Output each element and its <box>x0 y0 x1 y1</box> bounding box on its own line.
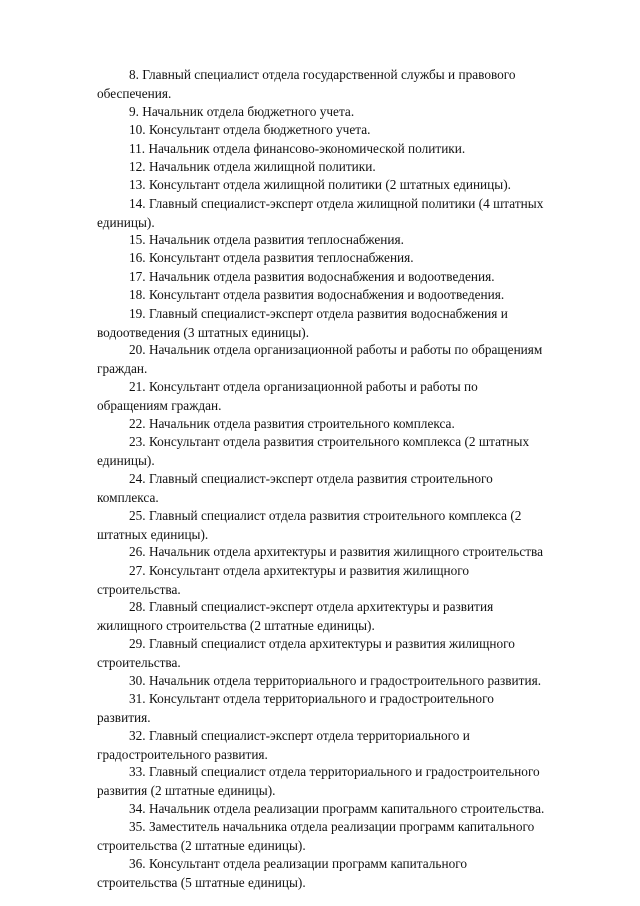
item-line: 22. Начальник отдела развития строительного комплекса. <box>129 416 455 431</box>
item-continuation: комплекса. <box>97 489 159 505</box>
item-line: 27. Консультант отдела архитектуры и развития жилищного <box>129 563 469 578</box>
item-line: 17. Начальник отдела развития водоснабжения и водоотведения. <box>129 269 495 284</box>
list-item <box>97 635 602 672</box>
item-line: 15. Начальник отдела развития теплоснабжения. <box>129 232 404 247</box>
list-item <box>97 176 602 195</box>
item-line: 11. Начальник отдела финансово-экономической политики. <box>129 141 466 156</box>
list-item <box>97 800 602 819</box>
list-item <box>97 286 602 305</box>
item-continuation: строительства. <box>97 654 181 670</box>
item-line: 24. Главный специалист-эксперт отдела развития строительного <box>129 471 493 486</box>
item-line: 28. Главный специалист-эксперт отдела архитектуры и развития <box>129 599 494 614</box>
item-continuation: граждан. <box>97 360 148 376</box>
item-line: 14. Главный специалист-эксперт отдела жилищной политики (4 штатных <box>129 196 544 211</box>
item-line: 21. Консультант отдела организационной работы и работы по <box>129 379 478 394</box>
list-item <box>97 121 602 140</box>
item-continuation: обращениям граждан. <box>97 397 222 413</box>
item-continuation: градостроительного развития. <box>97 746 268 762</box>
list-item <box>97 305 602 342</box>
list-item <box>97 598 602 635</box>
list-item <box>97 231 602 250</box>
item-line: 18. Консультант отдела развития водоснабжения и водоотведения. <box>129 287 505 302</box>
item-continuation: развития (2 штатные единицы). <box>97 782 276 798</box>
item-continuation: развития. <box>97 709 151 725</box>
item-line: 29. Главный специалист отдела архитектуры и развития жилищного <box>129 636 515 651</box>
list-item <box>97 727 602 764</box>
item-continuation: обеспечения. <box>97 85 172 101</box>
list-item <box>97 562 602 599</box>
item-line: 35. Заместитель начальника отдела реализации программ капитального <box>129 819 535 834</box>
list-item <box>97 158 602 177</box>
list-item <box>97 672 602 691</box>
list-item <box>97 818 602 855</box>
item-line: 19. Главный специалист-эксперт отдела развития водоснабжения и <box>129 306 508 321</box>
item-continuation: строительства (2 штатные единицы). <box>97 837 306 853</box>
item-line: 34. Начальник отдела реализации программ капитального строительства. <box>129 801 545 816</box>
item-line: 8. Главный специалист отдела государственной службы и правового <box>129 67 516 82</box>
list-item <box>97 690 602 727</box>
item-line: 10. Консультант отдела бюджетного учета. <box>129 122 371 137</box>
item-continuation: строительства. <box>97 581 181 597</box>
item-line: 26. Начальник отдела архитектуры и развития жилищного строительства <box>129 544 544 559</box>
item-continuation: жилищного строительства (2 штатные единицы). <box>97 617 375 633</box>
list-item <box>97 378 602 415</box>
item-line: 23. Консультант отдела развития строительного комплекса (2 штатных <box>129 434 530 449</box>
list-item <box>97 507 602 544</box>
item-continuation: единицы). <box>97 452 155 468</box>
item-line: 9. Начальник отдела бюджетного учета. <box>129 104 355 119</box>
item-line: 36. Консультант отдела реализации программ капитального <box>129 856 467 871</box>
item-line: 13. Консультант отдела жилищной политики (2 штатных единицы). <box>129 177 511 192</box>
list-item <box>97 195 602 232</box>
item-line: 30. Начальник отдела территориального и градостроительного развития. <box>129 673 542 688</box>
list-item <box>97 249 602 268</box>
item-line: 20. Начальник отдела организационной работы и работы по обращениям <box>129 342 543 357</box>
list-item <box>97 433 602 470</box>
item-continuation: строительства (5 штатные единицы). <box>97 874 306 890</box>
item-line: 32. Главный специалист-эксперт отдела территориального и <box>129 728 470 743</box>
item-line: 16. Консультант отдела развития теплоснабжения. <box>129 250 414 265</box>
list-item <box>97 763 602 800</box>
list-item <box>97 268 602 287</box>
list-item <box>97 543 602 562</box>
list-item <box>97 103 602 122</box>
list-item <box>97 66 602 103</box>
item-line: 33. Главный специалист отдела территориального и градостроительного <box>129 764 540 779</box>
list-item <box>97 140 602 159</box>
list-item <box>97 470 602 507</box>
item-continuation: штатных единицы). <box>97 526 209 542</box>
item-line: 31. Консультант отдела территориального и градостроительного <box>129 691 494 706</box>
item-line: 12. Начальник отдела жилищной политики. <box>129 159 376 174</box>
item-continuation: водоотведения (3 штатных единицы). <box>97 324 310 340</box>
list-item <box>97 341 602 378</box>
list-item <box>97 855 602 892</box>
list-item <box>97 415 602 434</box>
item-continuation: единицы). <box>97 214 155 230</box>
item-line: 25. Главный специалист отдела развития строительного комплекса (2 <box>129 508 522 523</box>
